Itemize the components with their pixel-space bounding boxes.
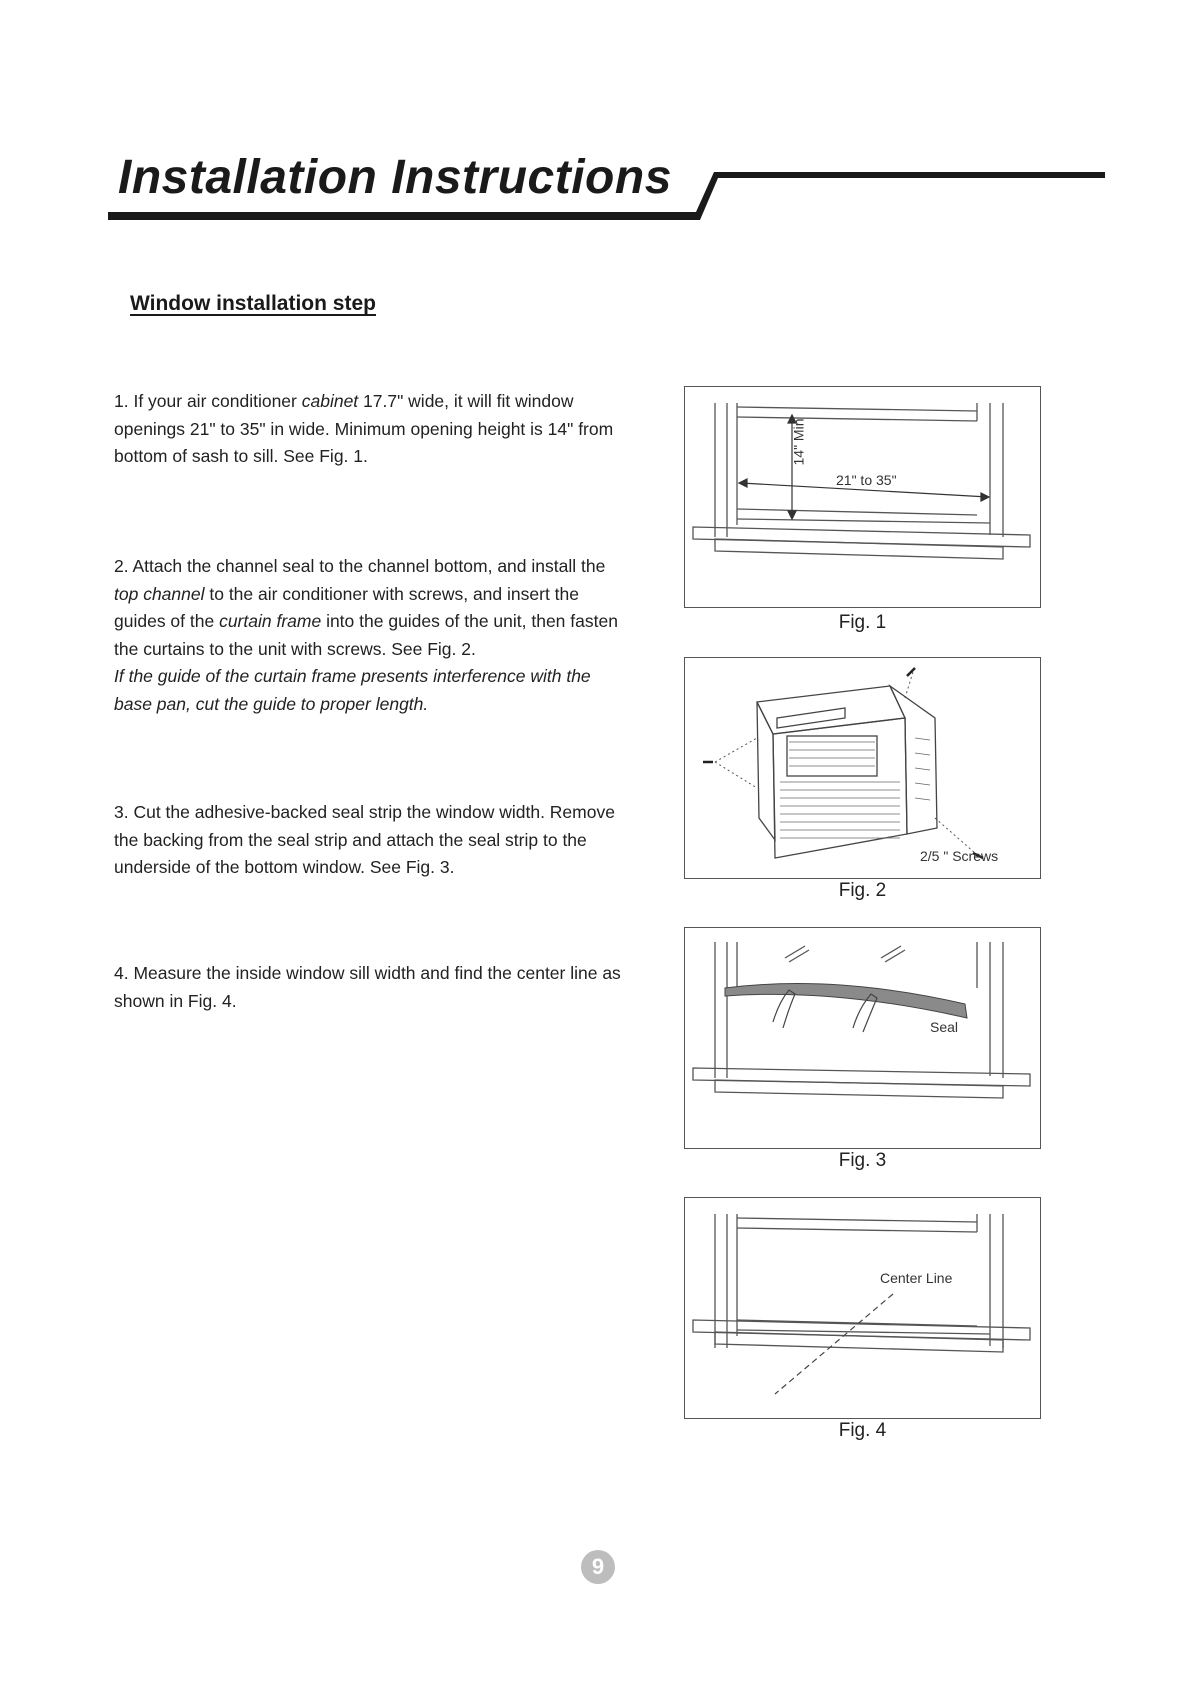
section-title: Window installation step <box>130 292 376 315</box>
step-3: 3. Cut the adhesive-backed seal strip the window width. Remove the backing from the seal strip and attach the seal strip to the underside of the bottom window. See Fig. 3. <box>114 802 615 877</box>
step-4: 4. Measure the inside window sill width and find the center line as shown in Fig. 4. <box>114 963 621 1011</box>
figure-3 <box>684 927 1041 1149</box>
figure-2-screws-label: 2/5 " Screws <box>920 848 999 864</box>
figure-1-height-label: 14" Min <box>790 418 807 466</box>
step-2: 2. Attach the channel seal to the channel bottom, and install the top channel to the air conditioner with screws, and insert the guides of the curtain frame into the guides of the unit, then fasten the curtains to the unit with screws. See Fig. 2. If the guide of the curtain frame presents interference with the base pan, cut the guide to proper length. <box>114 556 618 714</box>
figure-4-center-line-label: Center Line <box>880 1270 953 1286</box>
title-rule <box>0 0 1190 230</box>
figure-2-caption: Fig. 2 <box>838 880 887 901</box>
step-2-note: If the guide of the curtain frame presents interference with the base pan, cut the guide to proper length. <box>114 666 591 714</box>
figure-3-caption: Fig. 3 <box>838 1150 887 1171</box>
page-number: 9 <box>581 1550 615 1584</box>
step-1: 1. If your air conditioner cabinet 17.7" wide, it will fit window openings 21" to 35" in wide. Minimum opening height is 14" from bottom of sash to sill. See Fig. 1. <box>114 391 614 466</box>
figure-1 <box>684 386 1041 608</box>
figure-4-caption: Fig. 4 <box>838 1420 887 1441</box>
figure-2 <box>684 657 1041 879</box>
figure-4 <box>684 1197 1041 1419</box>
figure-1-width-label: 21" to 35" <box>836 472 897 488</box>
page-title: Installation Instructions <box>118 151 672 204</box>
figure-1-caption: Fig. 1 <box>838 612 887 633</box>
figure-3-seal-label: Seal <box>930 1019 959 1035</box>
